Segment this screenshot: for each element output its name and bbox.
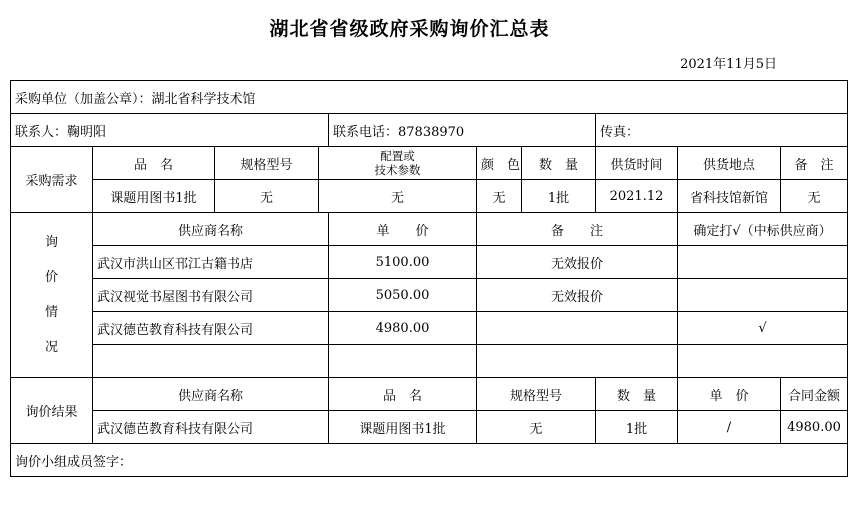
result-spec: 无 [477,411,596,444]
contact-person-cell [11,114,329,147]
summary-table [10,80,848,477]
inquiry-price: 5050.00 [329,279,477,312]
document-date: 2021年11月5日 [680,57,777,72]
demand-spec: 无 [215,180,319,213]
inquiry-row [11,312,848,345]
inquiry-mark: √ [678,312,848,345]
inquiry-label-char: 价 [44,270,58,285]
inquiry-supplier: 武汉视觉书屋图书有限公司 [93,279,329,312]
demand-config: 无 [319,180,477,213]
signature-label: 询价小组成员签字： [11,444,848,477]
demand-color: 无 [477,180,522,213]
inquiry-price: 4980.00 [329,312,477,345]
demand-header-color: 颜 色 [477,147,522,180]
inquiry-header-price: 单 价 [329,213,477,246]
result-header-qty: 数 量 [596,378,678,411]
inquiry-row [11,345,848,378]
inquiry-note: 无效报价 [477,279,678,312]
inquiry-header-row [11,213,848,246]
inquiry-label-char: 况 [44,340,58,355]
demand-label: 采购需求 [11,147,93,213]
inquiry-price [329,345,477,378]
inquiry-note [477,345,678,378]
demand-time: 2021.12 [596,180,678,213]
result-item: 课题用图书1批 [329,411,477,444]
demand-item: 课题用图书1批 [93,180,215,213]
inquiry-header-supplier: 供应商名称 [93,213,329,246]
unit-label: 采购单位（加盖公章）： [15,91,152,107]
contact-row [11,114,848,147]
fax-cell [596,114,848,147]
result-supplier: 武汉德芭教育科技有限公司 [93,411,329,444]
demand-header-row [11,147,848,180]
result-amount: 4980.00 [781,411,848,444]
inquiry-row [11,279,848,312]
contact-phone: 87838970 [398,124,465,140]
demand-header-config-text: 配置或 技术参数 [374,149,421,177]
inquiry-label-char: 询 [44,235,58,250]
inquiry-mark [678,279,848,312]
inquiry-note [477,312,678,345]
result-header-amount: 合同金额 [781,378,848,411]
demand-qty: 1批 [522,180,596,213]
demand-place: 省科技馆新馆 [678,180,781,213]
contact-phone-label: 联系电话： [333,124,399,140]
demand-header-time: 供货时间 [596,147,678,180]
inquiry-mark [678,246,848,279]
result-qty: 1批 [596,411,678,444]
inquiry-supplier: 武汉德芭教育科技有限公司 [93,312,329,345]
inquiry-supplier: 武汉市洪山区邗江古籍书店 [93,246,329,279]
unit-cell [11,81,848,114]
inquiry-supplier [93,345,329,378]
demand-value-row [11,180,848,213]
unit-value: 湖北省科学技术馆 [151,91,256,107]
result-header-row [11,378,848,411]
inquiry-note: 无效报价 [477,246,678,279]
inquiry-header-mark: 确定打√（中标供应商） [678,213,848,246]
demand-header-spec: 规格型号 [215,147,319,180]
demand-note: 无 [781,180,848,213]
result-label: 询价结果 [11,378,93,444]
demand-header-config [319,147,477,180]
contact-phone-cell [329,114,596,147]
demand-header-place: 供货地点 [678,147,781,180]
result-header-price: 单 价 [678,378,781,411]
inquiry-price: 5100.00 [329,246,477,279]
inquiry-mark [678,345,848,378]
contact-person-label: 联系人： [15,124,68,140]
unit-row [11,81,848,114]
inquiry-row [11,246,848,279]
document-title: 湖北省省级政府采购询价汇总表 [269,18,550,40]
signature-row [11,444,848,477]
result-value-row [11,411,848,444]
contact-person: 鞠明阳 [67,124,107,140]
fax-label: 传真： [600,124,640,140]
result-header-spec: 规格型号 [477,378,596,411]
inquiry-header-note: 备 注 [477,213,678,246]
demand-header-item: 品 名 [93,147,215,180]
inquiry-label [11,213,93,378]
result-price: / [678,411,781,444]
result-header-supplier: 供应商名称 [93,378,329,411]
inquiry-label-char: 情 [44,305,58,320]
demand-header-qty: 数 量 [522,147,596,180]
demand-header-note: 备 注 [781,147,848,180]
result-header-item: 品 名 [329,378,477,411]
